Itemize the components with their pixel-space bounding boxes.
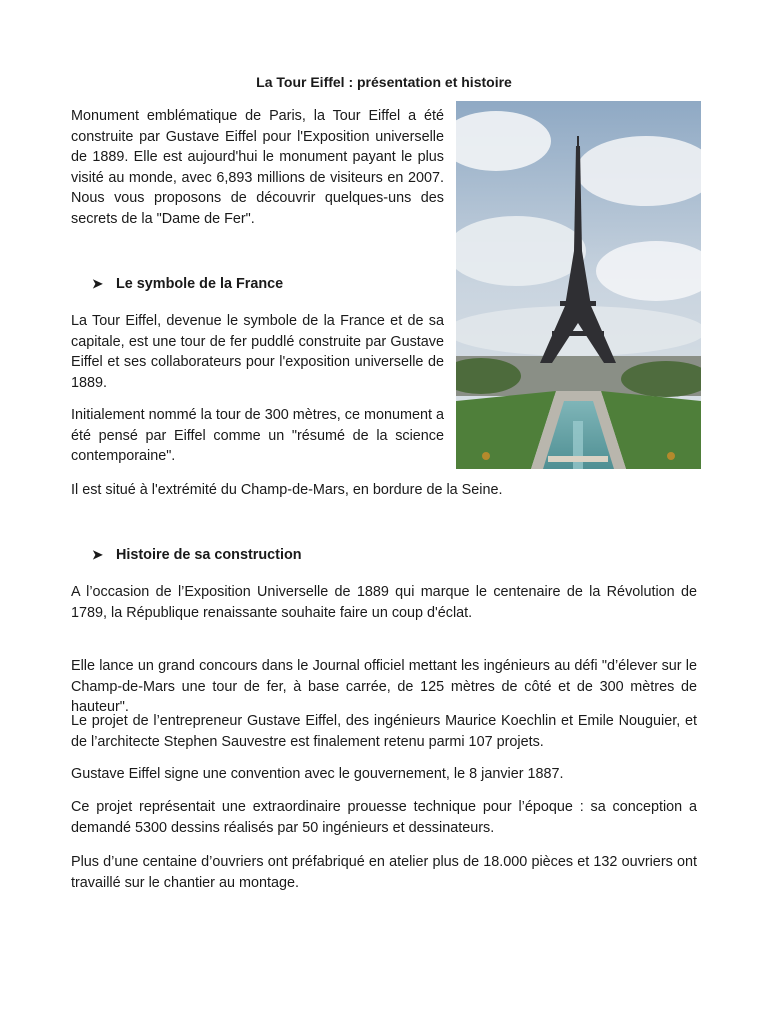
section-heading-label: Histoire de sa construction xyxy=(116,547,302,563)
eiffel-tower-photo xyxy=(456,101,701,469)
histoire-paragraph-6: Plus d’une centaine d’ouvriers ont préfabriqué en atelier plus de 18.000 pièces et 132 ouvriers ont travaillé sur le chantier au montage. xyxy=(71,854,697,891)
histoire-paragraph-5: Ce projet représentait une extraordinaire prouesse technique pour l’époque : sa conception a demandé 5300 dessins réalisés par 50 ingénieurs et dessinateurs. xyxy=(71,799,697,836)
histoire-paragraph-1: A l’occasion de l’Exposition Universelle de 1889 qui marque le centenaire de la Révolution de 1789, la République renaissante souhaite faire un coup d'éclat. xyxy=(71,584,697,621)
section-heading-histoire xyxy=(92,547,302,563)
histoire-paragraph-2: Elle lance un grand concours dans le Journal officiel mettant les ingénieurs au défi "d’élever sur le Champ-de-Mars une tour de fer, à base carrée, de 125 mètres de côté et de 300 mètres de hauteur". xyxy=(71,658,697,715)
symbole-paragraph-2: Initialement nommé la tour de 300 mètres, ce monument a été pensé par Eiffel comme un "résumé de la science contemporaine". xyxy=(71,407,444,464)
symbole-paragraph-1: La Tour Eiffel, devenue le symbole de la France et de sa capitale, est une tour de fer puddlé construite par Gustave Eiffel et ses collaborateurs pour l'exposition universelle de 1889. xyxy=(71,313,444,391)
section-heading-symbole xyxy=(92,276,283,292)
histoire-paragraph-4: Gustave Eiffel signe une convention avec le gouvernement, le 8 janvier 1887. xyxy=(71,766,564,782)
arrow-bullet-icon: ➤ xyxy=(92,547,103,562)
section-heading-label: Le symbole de la France xyxy=(116,276,284,292)
page-title: La Tour Eiffel : présentation et histoire xyxy=(256,74,512,90)
histoire-paragraph-3: Le projet de l’entrepreneur Gustave Eiffel, des ingénieurs Maurice Koechlin et Emile Nouguier, et de l’architecte Stephen Sauvestre est finalement retenu parmi 107 projets. xyxy=(71,713,697,750)
symbole-paragraph-3: Il est situé à l'extrémité du Champ-de-Mars, en bordure de la Seine. xyxy=(71,482,503,498)
intro-paragraph: Monument emblématique de Paris, la Tour Eiffel a été construite par Gustave Eiffel pour l'Exposition universelle de 1889. Elle est aujourd'hui le monument payant le plus visité au monde, avec 6,893 millions de visiteurs en 2007. Nous vous proposons de découvrir quelques-uns des secrets de la "Dame de Fer". xyxy=(71,108,444,227)
arrow-bullet-icon: ➤ xyxy=(92,276,103,291)
